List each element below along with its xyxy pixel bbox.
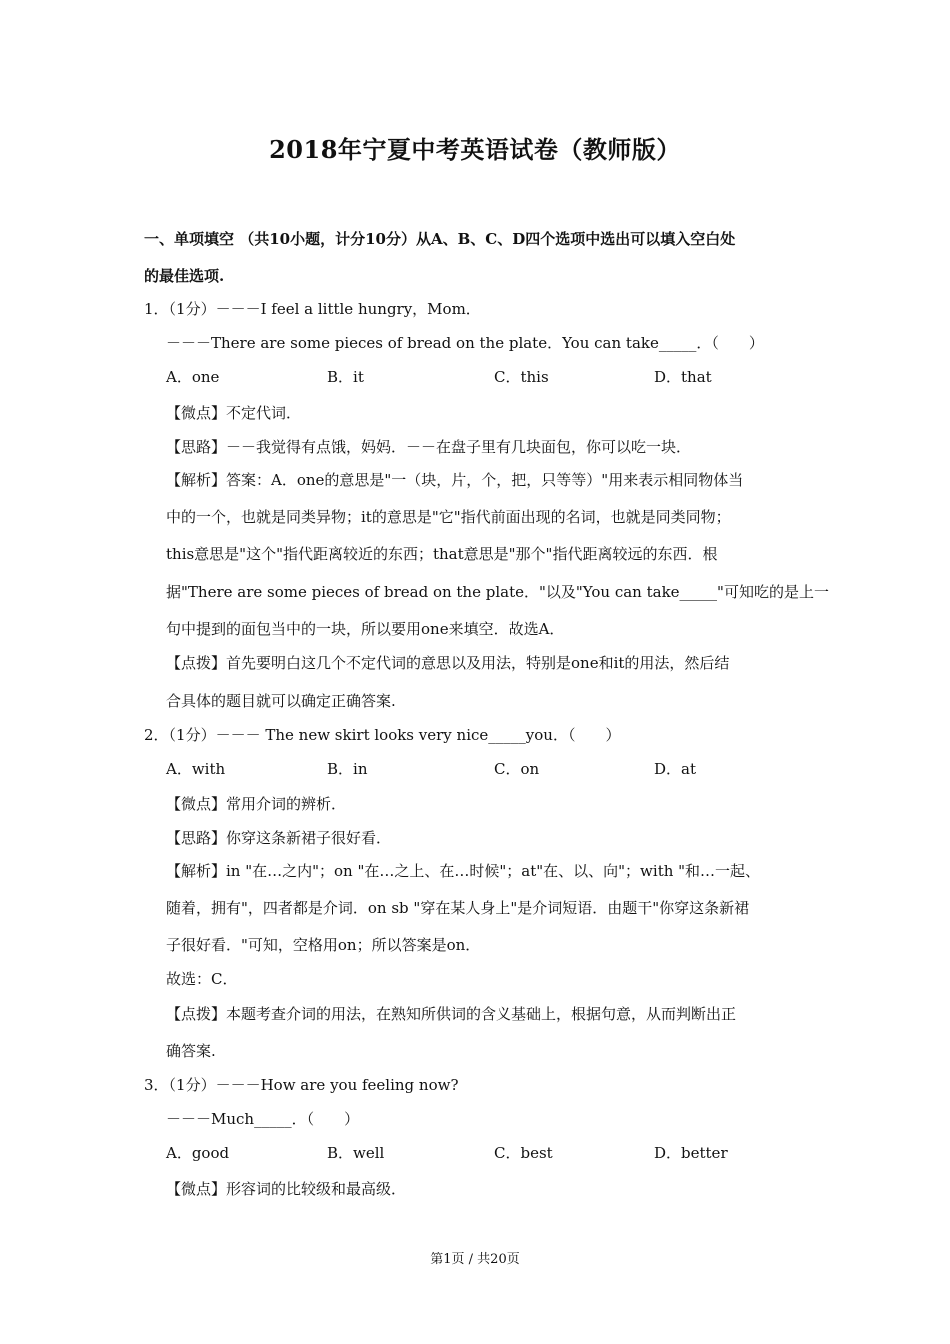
section-heading-line2: 的最佳选项. — [144, 267, 225, 285]
q2-option-b: B．in — [327, 760, 368, 778]
q3-option-a: A．good — [166, 1144, 230, 1162]
q2-silu: 【思路】你穿这条新裙子很好看． — [166, 829, 392, 847]
q2-jiexi-line: 【解析】in "在…之内"；on "在…之上、在…时候"；at"在、以、向"；with "和…一起、 — [166, 862, 761, 880]
q2-stem: 2．（1分）－－－ The new skirt looks very nice_____you．（ ） — [144, 726, 621, 744]
q2-dianbo-line: 确答案. — [166, 1042, 216, 1060]
q2-jiexi-line: 故选：C． — [166, 970, 238, 988]
q2-dianbo-line: 【点拨】本题考查介词的用法，在熟知所供词的含义基础上，根据句意，从而判断出正 — [166, 1005, 737, 1023]
q1-silu: 【思路】－－我觉得有点饿，妈妈．－－在盘子里有几块面包，你可以吃一块． — [166, 438, 692, 456]
q1-option-c: C．this — [494, 368, 549, 386]
q2-option-c: C．on — [494, 760, 540, 778]
q2-jiexi-line: 随着，拥有"，四者都是介词．on sb "穿在某人身上"是介词短语．由题干"你穿这条新裙 — [166, 899, 750, 917]
q1-jiexi-line: this意思是"这个"指代距离较近的东西；that意思是"那个"指代距离较远的东西．根 — [166, 545, 718, 563]
q1-option-d: D．that — [654, 368, 712, 386]
q1-option-b: B．it — [327, 368, 364, 386]
q3-option-d: D．better — [654, 1144, 728, 1162]
q1-stem-response: －－－There are some pieces of bread on the plate．You can take_____．（ ） — [166, 334, 764, 352]
q1-stem: 1．（1分）－－－I feel a little hungry，Mom． — [144, 300, 481, 318]
q2-weidian: 【微点】常用介词的辨析． — [166, 795, 347, 813]
section-heading-line1: 一、单项填空 （共10小题，计分10分）从A、B、C、D四个选项中选出可以填入空白处 — [144, 230, 736, 248]
q3-option-c: C．best — [494, 1144, 553, 1162]
q2-jiexi-line: 子很好看．"可知，空格用on；所以答案是on． — [166, 936, 481, 954]
q2-option-a: A．with — [166, 760, 226, 778]
q2-option-d: D．at — [654, 760, 696, 778]
q1-weidian: 【微点】不定代词． — [166, 404, 302, 422]
page-footer: 第1页 / 共20页 — [430, 1252, 520, 1267]
q1-jiexi-line: 句中提到的面包当中的一块，所以要用one来填空．故选A． — [166, 620, 565, 638]
q3-option-b: B．well — [327, 1144, 385, 1162]
page-title: 2018年宁夏中考英语试卷（教师版） — [269, 135, 681, 164]
q1-jiexi-line: 【解析】答案：A．one的意思是"一（块，片，个，把，只等等）"用来表示相同物体当 — [166, 471, 744, 489]
q3-weidian: 【微点】形容词的比较级和最高级． — [166, 1180, 407, 1198]
q1-dianbo-line: 【点拨】首先要明白这几个不定代词的意思以及用法，特别是one和it的用法，然后结 — [166, 654, 730, 672]
q1-dianbo-line: 合具体的题目就可以确定正确答案. — [166, 692, 396, 710]
q3-stem-response: －－－Much_____．（ ） — [166, 1110, 360, 1128]
q1-jiexi-line: 据"There are some pieces of bread on the plate．"以及"You can take_____"可知吃的是上一 — [166, 583, 829, 601]
q1-jiexi-line: 中的一个，也就是同类异物；it的意思是"它"指代前面出现的名词，也就是同类同物； — [166, 508, 731, 526]
q3-stem: 3．（1分）－－－How are you feeling now? — [144, 1076, 459, 1094]
q1-option-a: A．one — [166, 368, 220, 386]
